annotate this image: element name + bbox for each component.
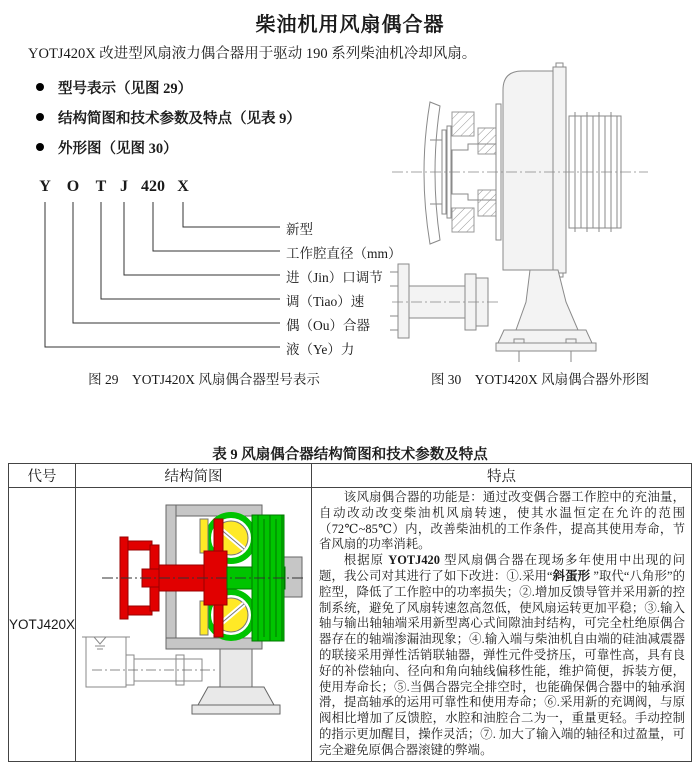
code-letter-j: J — [120, 178, 128, 195]
figure29-caption: 图 29 YOTJ420X 风扇偶合器型号表示 — [88, 372, 320, 387]
bullet-dot-icon — [36, 113, 44, 121]
bullet-dot-icon — [36, 83, 44, 91]
bullet-item-structure — [36, 102, 301, 132]
table-row — [9, 488, 692, 762]
code-letter-t: T — [95, 178, 107, 195]
spec-table — [8, 463, 692, 762]
structure-diagram-svg — [80, 491, 308, 753]
figure30-caption: 图 30 YOTJ420X 风扇偶合器外形图 — [430, 372, 650, 387]
code-label-new-type: 新型 — [286, 222, 313, 237]
column-header-features: 特点 — [312, 464, 692, 488]
bullet-item-model — [36, 72, 301, 102]
intro-paragraph: YOTJ420X 改进型风扇液力偶合器用于驱动 190 系列柴油机冷却风扇。 — [28, 46, 477, 62]
bullet-dot-icon — [36, 143, 44, 151]
code-label-chamber-diameter: 工作腔直径（mm） — [286, 246, 402, 261]
outline-drawing-image — [390, 62, 700, 365]
bullet-label: 型号表示（见图 29） — [58, 80, 193, 97]
model-code-cell: YOTJ420X — [9, 488, 76, 762]
column-header-diagram: 结构简图 — [76, 464, 312, 488]
table-title: 表 9 风扇偶合器结构简图和技术参数及特点 — [212, 447, 488, 463]
column-header-code: 代号 — [9, 464, 76, 488]
model-code-diagram — [28, 178, 402, 363]
features-text — [319, 490, 685, 759]
code-letter-o: O — [66, 178, 80, 195]
code-label-speed-adjust: 调（Tiao）速 — [286, 294, 365, 309]
code-label-inlet-control: 进（Jin）口调节 — [286, 270, 383, 285]
code-number-420: 420 — [141, 178, 165, 195]
bullet-list — [36, 72, 301, 162]
bullet-label: 外形图（见图 30） — [58, 140, 178, 157]
feature-paragraph: 根据原 YOTJ420 型风扇偶合器在现场多年使用中出现的问题，我公司对其进行了如下改进：①.采用“斜蛋形 ”取代“八角形”的腔型，降低了工作腔中的功率损失；②.增加反馈导管并采用新的控制系统，避免了风扇转速忽高忽低，使风扇运转更加平稳；③.输入轴与输出轴轴端采用新型离心式间隙油封结构，可完全杜绝原偶合器存在的轴端渗漏油现象；④.输入端与柴油机自由端的硅油减震器的联接采用弹性活销联轴器，弹性元件受挤压，可靠性高，具有良好的补偿轴向、径向和角向轴线偏移性能，维护简便，拆装方便，使用寿命长；⑤.当偶合器完全排空时，也能确保偶合器中的轴承润滑，提高轴承的运用可靠性和使用寿命；⑥.采用新的充调阀，与原阀相比增加了反馈腔，水腔和油腔合二为一，重量更轻。手动控制的指示更加醒目，操作灵活；⑦. 加大了输入端的轴径和过盈量，可完全避免原偶合器滚键的弊端。 — [319, 553, 685, 757]
structure-diagram-image — [76, 488, 312, 762]
bullet-item-outline — [36, 132, 301, 162]
code-letter-y: Y — [39, 178, 51, 195]
outline-drawing-svg — [390, 62, 700, 365]
feature-paragraph: 该风扇偶合器的功能是：通过改变偶合器工作腔中的充油量，自动改动改变柴油机风扇转速，使其水温恒定在允许的范围（72℃~85℃）内，改善柴油机的工作条件，提高其使用寿命，节省风扇的功率消耗。 — [319, 490, 685, 552]
features-cell — [312, 488, 692, 762]
code-label-coupling: 偶（Ou）合器 — [286, 318, 370, 333]
bullet-label: 结构简图和技术参数及特点（见表 9） — [58, 110, 301, 127]
code-letter-x: X — [177, 178, 189, 195]
code-label-hydraulic: 液（Ye）力 — [286, 342, 355, 357]
table-header-row — [9, 464, 692, 488]
page-title: 柴油机用风扇偶合器 — [255, 14, 445, 36]
